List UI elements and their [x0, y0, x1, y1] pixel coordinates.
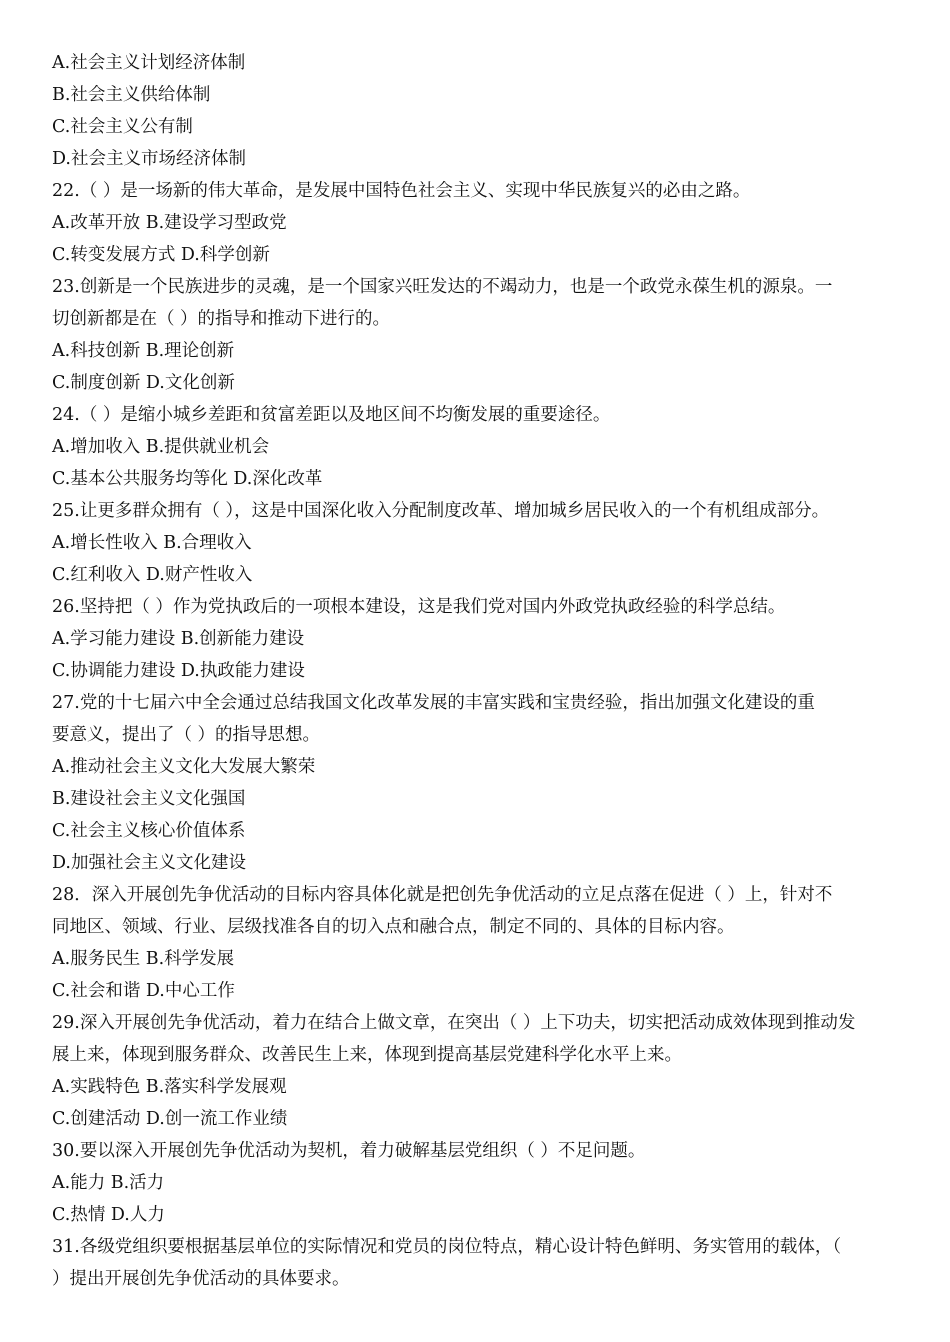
option-line: C.基本公共服务均等化 D.深化改革 — [52, 469, 323, 489]
question-28-continued: 同地区、领域、行业、层级找准各自的切入点和融合点，制定不同的、具体的目标内容。 — [52, 917, 735, 937]
option-line: C.创建活动 D.创一流工作业绩 — [52, 1109, 288, 1129]
question-22: 22.（ ）是一场新的伟大革命，是发展中国特色社会主义、实现中华民族复兴的必由之路。 — [52, 181, 751, 201]
option-line: A.增加收入 B.提供就业机会 — [52, 437, 270, 457]
question-27-continued: 要意义，提出了（ ）的指导思想。 — [52, 725, 321, 745]
question-30: 30.要以深入开展创先争优活动为契机，着力破解基层党组织（ ）不足问题。 — [52, 1141, 646, 1161]
option-line: A.推动社会主义文化大发展大繁荣 — [52, 757, 316, 777]
option-line: C.制度创新 D.文化创新 — [52, 373, 235, 393]
question-31-continued: ）提出开展创先争优活动的具体要求。 — [52, 1269, 350, 1289]
option-line: A.服务民生 B.科学发展 — [52, 949, 235, 969]
question-27: 27.党的十七届六中全会通过总结我国文化改革发展的丰富实践和宝贵经验，指出加强文化建设的重 — [52, 693, 815, 713]
option-line: B.社会主义供给体制 — [52, 85, 211, 105]
option-line: C.社会主义公有制 — [52, 117, 193, 137]
question-31: 31.各级党组织要根据基层单位的实际情况和党员的岗位特点，精心设计特色鲜明、务实管用的载体，（ — [52, 1237, 842, 1257]
question-29-continued: 展上来，体现到服务群众、改善民生上来，体现到提高基层党建科学化水平上来。 — [52, 1045, 682, 1065]
option-line: A.能力 B.活力 — [52, 1173, 165, 1193]
option-line: D.社会主义市场经济体制 — [52, 149, 246, 169]
question-23-continued: 切创新都是在（ ）的指导和推动下进行的。 — [52, 309, 391, 329]
question-25: 25.让更多群众拥有（ ），这是中国深化收入分配制度改革、增加城乡居民收入的一个有机组成部分。 — [52, 501, 830, 521]
option-line: A.社会主义计划经济体制 — [52, 53, 246, 73]
option-line: B.建设社会主义文化强国 — [52, 789, 246, 809]
question-23: 23.创新是一个民族进步的灵魂，是一个国家兴旺发达的不竭动力，也是一个政党永葆生机的源泉。一 — [52, 277, 833, 297]
option-line: C.社会和谐 D.中心工作 — [52, 981, 235, 1001]
option-line: A.实践特色 B.落实科学发展观 — [52, 1077, 287, 1097]
option-line: A.改革开放 B.建设学习型政党 — [52, 213, 287, 233]
option-line: C.转变发展方式 D.科学创新 — [52, 245, 270, 265]
question-29: 29.深入开展创先争优活动，着力在结合上做文章，在突出（ ）上下功夫，切实把活动成效体现到推动发 — [52, 1013, 856, 1033]
option-line: C.红利收入 D.财产性收入 — [52, 565, 253, 585]
option-line: A.增长性收入 B.合理收入 — [52, 533, 252, 553]
question-26: 26.坚持把（ ）作为党执政后的一项根本建设，这是我们党对国内外政党执政经验的科学总结。 — [52, 597, 786, 617]
option-line: C.协调能力建设 D.执政能力建设 — [52, 661, 305, 681]
question-24: 24.（ ）是缩小城乡差距和贫富差距以及地区间不均衡发展的重要途径。 — [52, 405, 611, 425]
option-line: C.社会主义核心价值体系 — [52, 821, 246, 841]
option-line: A.学习能力建设 B.创新能力建设 — [52, 629, 305, 649]
option-line: D.加强社会主义文化建设 — [52, 853, 246, 873]
option-line: A.科技创新 B.理论创新 — [52, 341, 235, 361]
document-page — [52, 47, 902, 1295]
option-line: C.热情 D.人力 — [52, 1205, 165, 1225]
question-28: 28．深入开展创先争优活动的目标内容具体化就是把创先争优活动的立足点落在促进（ ）上，针对不 — [52, 885, 833, 905]
